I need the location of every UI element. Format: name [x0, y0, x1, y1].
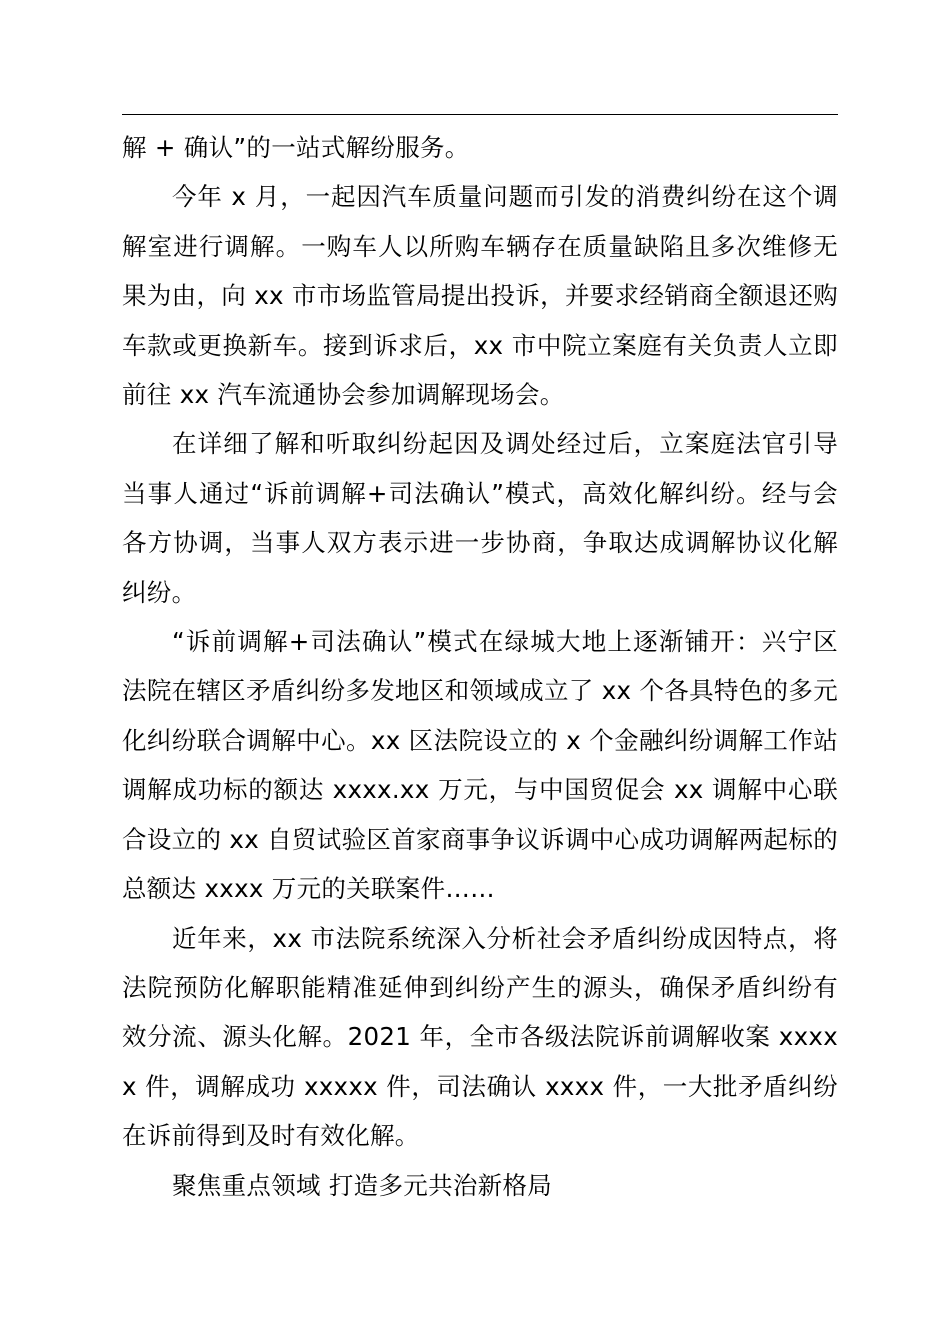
paragraph-model-rollout: “诉前调解+司法确认”模式在绿城大地上逐渐铺开：兴宁区法院在辖区矛盾纠纷多发地区和领域成立了 xx 个各具特色的多元化纠纷联合调解中心。xx 区法院设立的 x 个金融纠纷调解工作站调解成功标的额达 xxxx.xx 万元，与中国贸促会 xx 调解中心联合设立的 xx 自贸试验区首家商事争议诉调中心成功调解两起标的总额达 xxxx 万元的关联案件…… [122, 627, 838, 904]
section-heading: 聚焦重点领域 打造多元共治新格局 [172, 1170, 553, 1200]
paragraph-recent-results: 近年来，xx 市法院系统深入分析社会矛盾纠纷成因特点，将法院预防化解职能精准延伸到纠纷产生的源头，确保矛盾纠纷有效分流、源头化解。2021 年，全市各级法院诉前调解收案 xxxxx 件，调解成功 xxxxx 件，司法确认 xxxx 件，一大批矛盾纠纷在诉前得到及时有效化解。 [122, 923, 838, 1151]
paragraph-mediation-guidance: 在详细了解和听取纠纷起因及调处经过后，立案庭法官引导当事人通过“诉前调解+司法确认”模式，高效化解纠纷。经与会各方协调，当事人双方表示进一步协商，争取达成调解协议化解纠纷。 [122, 429, 838, 607]
body-text [122, 123, 838, 1210]
paragraph-continuation: 解 + 确认”的一站式解纷服务。 [122, 133, 470, 162]
header-rule [122, 114, 838, 115]
paragraph-dispute-case: 今年 x 月，一起因汽车质量问题而引发的消费纠纷在这个调解室进行调解。一购车人以所购车辆存在质量缺陷且多次维修无果为由，向 xx 市市场监管局提出投诉，并要求经销商全额退还购车款或更换新车。接到诉求后，xx 市中院立案庭有关负责人立即前往 xx 汽车流通协会参加调解现场会。 [122, 182, 838, 410]
